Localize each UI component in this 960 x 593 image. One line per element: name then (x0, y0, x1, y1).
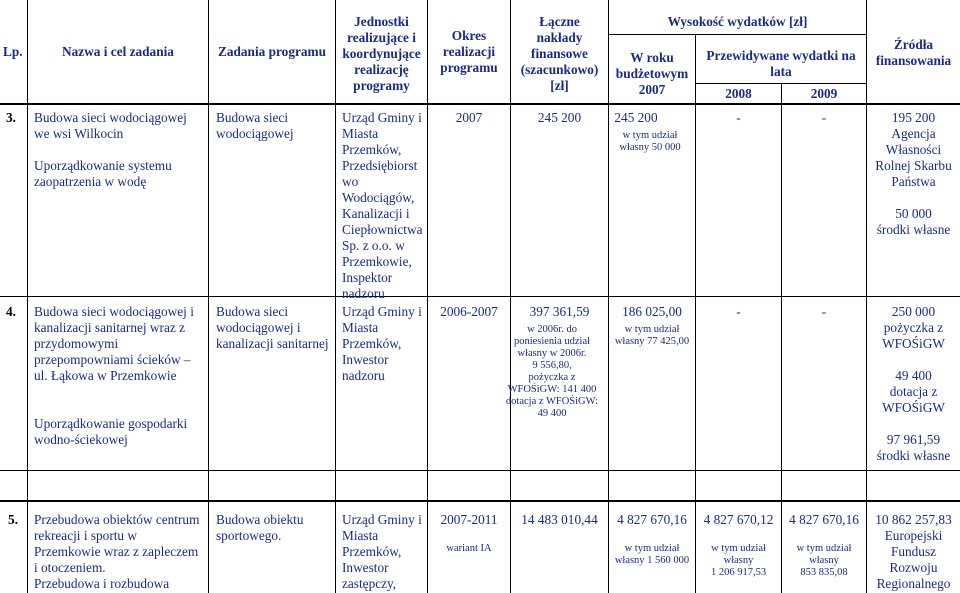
row-4-costs: 397 361,59 (529, 304, 590, 319)
header-units: Jednostki realizujące i koordynujące realizację programy (342, 14, 421, 93)
row5-top-rule (0, 500, 960, 502)
row-4-budget-note: w tym udział własny 77 425,00 (614, 324, 690, 347)
header-costs: Łączne nakłady finansowe (szacunkowo) [zł] (520, 14, 599, 93)
header-expenses-title: Wysokość wydatków [zł] (667, 14, 808, 29)
row-3-name: Budowa sieci wodociągowej we wsi Wilkocin Uporządkowanie systemu zaopatrzenia w wodę (34, 110, 187, 189)
header-budget-year: W roku budżetowym 2007 (615, 50, 689, 97)
row-5-2009: 4 827 670,16 (789, 512, 859, 527)
row-4-sources: 250 000 pożyczka z WFOŚiGW 49 400 dotacja z WFOŚiGW 97 961,59 środki własne (876, 304, 951, 463)
row-3-budget-note: w tym udział własny 50 000 (619, 130, 681, 153)
col-sep-9 (866, 0, 867, 593)
row-3-period: 2007 (455, 110, 483, 125)
row3-bottom-rule (0, 296, 960, 297)
row4-bottom-rule (0, 470, 960, 471)
expenses-subheader-rule (608, 34, 866, 35)
row-3-units: Urząd Gminy i Miasta Przemków, Przedsiębiorst wo Wodociągów, Kanalizacji i Ciepłownictwa Sp. z o.o. w Przemkowie, Inspektor nadzoru (342, 110, 423, 301)
col-sep-4 (427, 0, 428, 593)
row-4-2008: - (736, 304, 741, 319)
row-4-budget: 186 025,00 (622, 304, 682, 319)
row-3-costs: 245 200 (537, 110, 582, 125)
row-5-period-note: wariant IA (446, 543, 492, 554)
header-period: Okres realizacji programu (440, 28, 498, 75)
row-4-lp: 4. (6, 304, 16, 319)
header-year-2009: 2009 (810, 86, 838, 101)
col-sep-1 (27, 0, 28, 593)
row-5-budget-note: w tym udział własny 1 560 000 (614, 543, 690, 566)
row-5-2009-note: w tym udział własny 853 835,08 (796, 543, 852, 578)
row-3-tasks: Budowa sieci wodociągowej (216, 110, 294, 141)
row-4-units: Urząd Gminy i Miasta Przemków, Inwestor nadzoru (342, 304, 422, 383)
header-name: Nazwa i cel zadania (62, 44, 174, 59)
row-5-budget: 4 827 670,16 (617, 512, 687, 527)
row-5-period: 2007-2011 (440, 512, 498, 527)
row-5-tasks: Budowa obiektu sportowego. (216, 512, 304, 543)
header-year-2008: 2008 (725, 86, 752, 101)
row-4-costs-note: w 2006r. do poniesienia udział własny w 2006r. 9 556,80, pożyczka z WFOŚiGW: 141 400 dotacja z WFOŚiGW: 49 400 (505, 324, 599, 419)
row-5-units: Urząd Gminy i Miasta Przemków, Inwestor zastępczy, (342, 512, 422, 591)
row-4-period: 2006-2007 (440, 304, 498, 319)
col-sep-2 (208, 0, 209, 593)
header-sources: Źródła finansowania (875, 37, 952, 68)
row-3-2009: - (821, 110, 827, 125)
row-4-tasks: Budowa sieci wodociągowej i kanalizacji sanitarnej (216, 304, 329, 351)
row-5-name: Przebudowa obiektów centrum rekreacji i sportu w Przemkowie wraz z zapleczem i otoczeniem. Przebudowa i rozbudowa (34, 512, 200, 591)
row-5-lp: 5. (8, 512, 18, 527)
row-5-2008-note: w tym udział własny 1 206 917,53 (710, 543, 767, 578)
row-5-costs: 14 483 010,44 (521, 512, 598, 527)
header-planned: Przewidywane wydatki na lata (706, 48, 856, 79)
row-5-sources: 10 862 257,83 Europejski Fundusz Rozwoju Regionalnego (875, 512, 952, 591)
row-4-2009: - (821, 304, 827, 319)
row-3-budget: 245 200 (614, 110, 658, 125)
row-3-2008: - (736, 110, 741, 125)
row-3-sources: 195 200 Agencja Własności Rolnej Skarbu Państwa 50 000 środki własne (875, 110, 952, 237)
row-4-name: Budowa sieci wodociągowej i kanalizacji sanitarnej wraz z przydomowymi przepompowniami ścieków – ul. Łąkowa w Przemkowie Uporządkowanie gospodarki wodno-ściekowej (34, 304, 194, 447)
row-5-2008: 4 827 670,12 (703, 512, 774, 527)
header-bottom-rule (0, 103, 960, 105)
header-tasks: Zadania programu (218, 44, 326, 59)
header-lp: Lp. (3, 44, 23, 59)
row-3-lp: 3. (6, 110, 16, 125)
